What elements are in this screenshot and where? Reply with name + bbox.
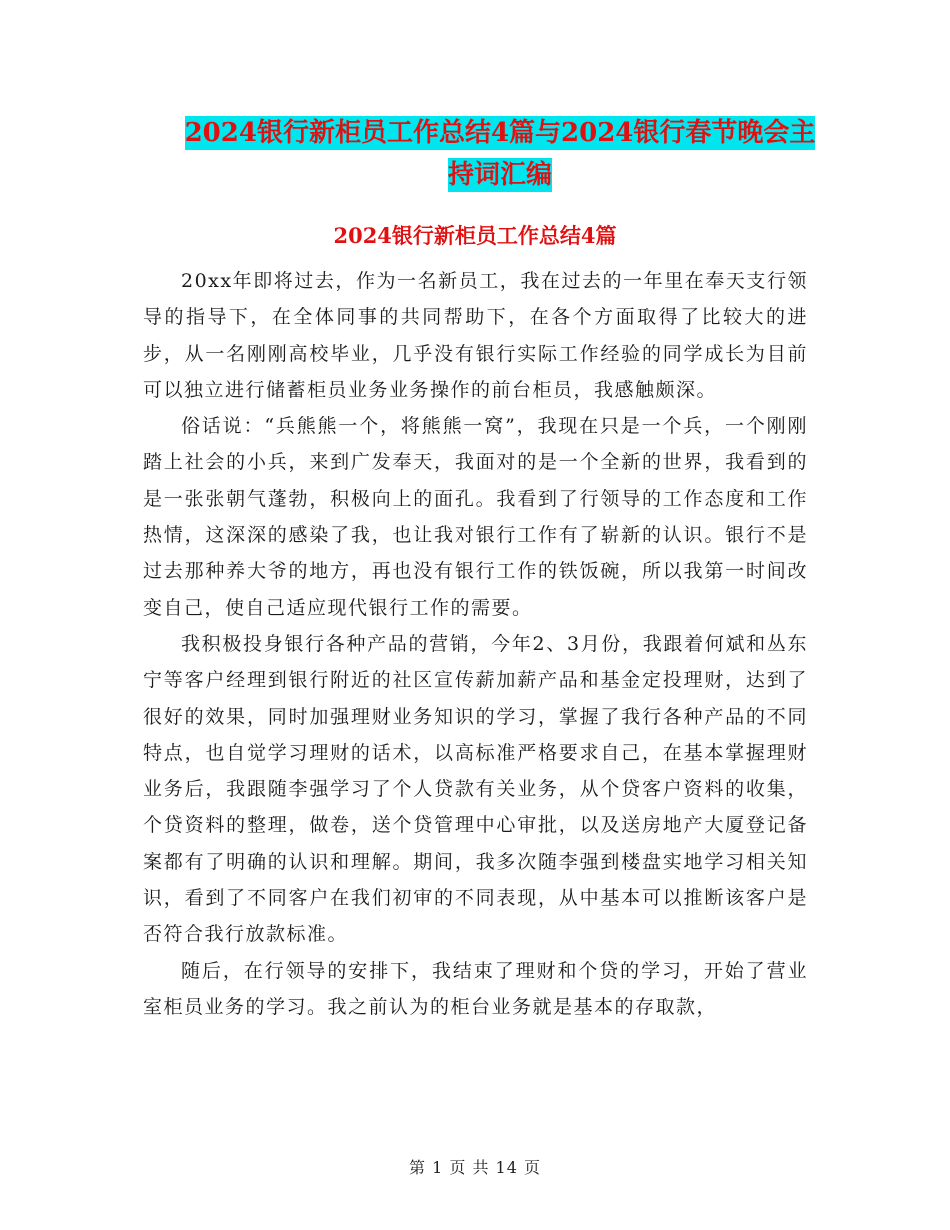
paragraph: 随后，在行领导的安排下，我结束了理财和个贷的学习，开始了营业室柜员业务的学习。我之前认为的柜台业务就是基本的存取款， xyxy=(143,959,808,1018)
section-title: 2024银行新柜员工作总结4篇 xyxy=(333,223,617,248)
page-label-suffix: 页 xyxy=(524,1158,542,1177)
paragraph: 20xx年即将过去，作为一名新员工，我在过去的一年里在奉天支行领导的指导下，在全体同事的共同帮助下，在各个方面取得了比较大的进步，从一名刚刚高校毕业，几乎没有银行实际工作经验的同学成长为目前可以独立进行储蓄柜员业务业务操作的前台柜员，我感触颇深。 xyxy=(143,270,808,401)
paragraph: 我积极投身银行各种产品的营销，今年2、3月份，我跟着何斌和丛东宁等客户经理到银行附近的社区宣传薪加薪产品和基金定投理财，达到了很好的效果，同时加强理财业务知识的学习，掌握了我行各种产品的不同特点，也自觉学习理财的话术，以高标准严格要求自己，在基本掌握理财业务后，我跟随李强学习了个人贷款有关业务，从个贷客户资料的收集，个贷资料的整理，做卷，送个贷管理中心审批，以及送房地产大厦登记备案都有了明确的认识和理解。期间，我多次随李强到楼盘实地学习相关知识，看到了不同客户在我们初审的不同表现，从中基本可以推断该客户是否符合我行放款标准。 xyxy=(143,632,808,946)
paragraph: 俗话说：“兵熊熊一个，将熊熊一窝”，我现在只是一个兵，一个刚刚踏上社会的小兵，来到广发奉天，我面对的是一个全新的世界，我看到的是一张张朝气蓬勃，积极向上的面孔。我看到了行领导的工作态度和工作热情，这深深的感染了我，也让我对银行工作有了崭新的认识。银行不是过去那种养大爷的地方，再也没有银行工作的铁饭碗，所以我第一时间改变自己，使自己适应现代银行工作的需要。 xyxy=(143,415,808,619)
page-number: 1 xyxy=(432,1158,444,1177)
page-total: 14 xyxy=(495,1158,518,1177)
body-text xyxy=(143,263,808,1025)
document-title-line2: 持词汇编 xyxy=(447,160,552,190)
document-title-line1: 2024银行新柜员工作总结4篇与2024银行春节晚会主 xyxy=(184,118,816,148)
page-footer xyxy=(0,1155,950,1178)
page-label-mid: 页 共 xyxy=(449,1158,490,1177)
page-label-prefix: 第 xyxy=(408,1158,426,1177)
document-title xyxy=(150,112,850,196)
